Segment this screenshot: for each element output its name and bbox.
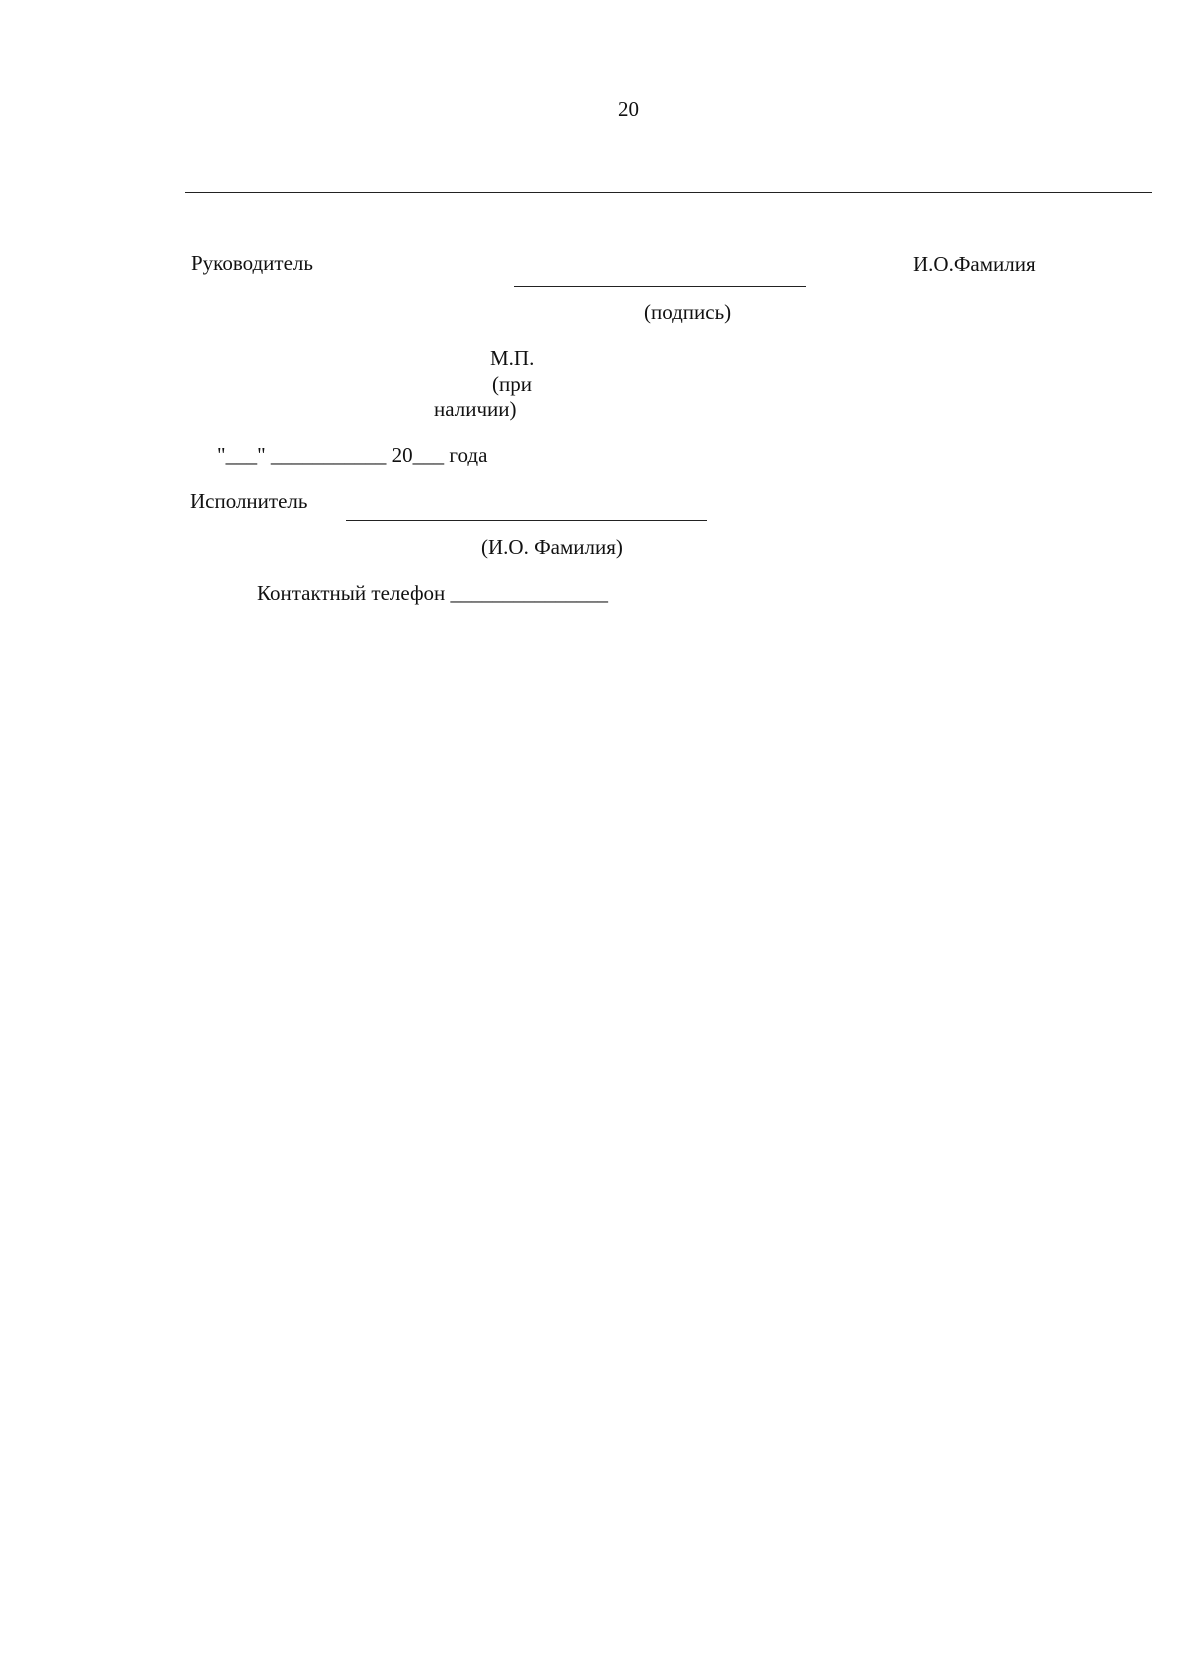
- top-divider: [185, 192, 1152, 193]
- head-name: И.О.Фамилия: [913, 252, 1036, 276]
- stamp-note-line2: наличии): [434, 397, 517, 421]
- executor-name-caption: (И.О. Фамилия): [481, 535, 623, 559]
- stamp-note-line1: (при: [492, 372, 532, 396]
- head-label: Руководитель: [191, 251, 313, 275]
- page-number: 20: [618, 97, 639, 121]
- head-signature-line[interactable]: [514, 286, 806, 287]
- signature-caption: (подпись): [644, 300, 732, 324]
- contact-phone-field[interactable]: Контактный телефон _______________: [257, 581, 609, 605]
- executor-label: Исполнитель: [190, 489, 308, 513]
- stamp-label: М.П.: [490, 346, 535, 370]
- executor-name-line[interactable]: [346, 520, 707, 521]
- date-field[interactable]: "___" ___________ 20___ года: [217, 443, 488, 467]
